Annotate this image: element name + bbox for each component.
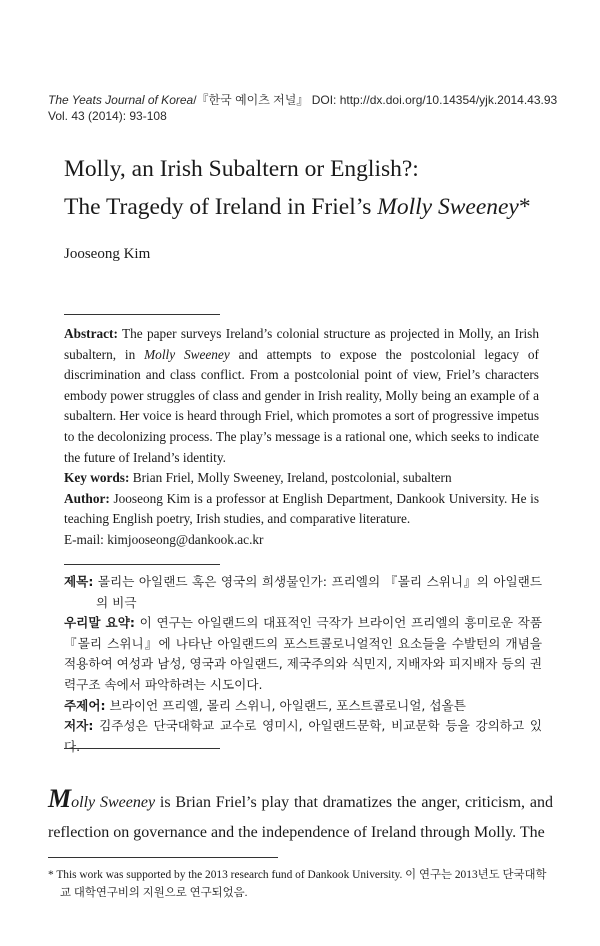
keywords-label: Key words: [64, 470, 130, 486]
doi-link[interactable]: DOI: http://dx.doi.org/10.14354/yjk.2014.43.93 [308, 93, 558, 107]
korean-title-text: 몰리는 아일랜드 혹은 영국의 희생물인가: 프리엘의 『몰리 스위니』의 아일랜드의 비극 [93, 574, 542, 610]
korean-block [64, 572, 542, 757]
title-line-2 [64, 194, 531, 220]
abstract-paragraph [64, 324, 539, 468]
author-info-paragraph [64, 489, 539, 530]
body-paragraph-text: is Brian Friel’s play that dramatizes the anger, criticism, and reflection on governance and the independence of Ireland through Molly. The [48, 794, 553, 841]
body-paragraph [48, 784, 553, 848]
keywords-text: Brian Friel, Molly Sweeney, Ireland, postcolonial, subaltern [129, 470, 452, 486]
divider-bottom [64, 748, 220, 749]
abstract-play-name: Molly Sweeney [144, 346, 230, 362]
abstract-text-1: The paper surveys Ireland’s colonial structure as projected in Molly, an Irish subaltern, in [64, 326, 539, 362]
footnote-rule [48, 857, 278, 858]
korean-title-label: 제목: [64, 574, 94, 589]
abstract-text-2: and attempts to expose the postcolonial legacy of discrimination and class conflict. From a postcolonial point of view, Friel’s characters embody power struggles of class and gender in Irish reality, Molly being an example of a subaltern. Her voice is heard through Friel, which promotes a sort of progressive impetus to the decolonizing process. The play’s message is a rational one, which seeks to indicate the future of Ireland’s identity. [64, 346, 539, 465]
volume-line: Vol. 43 (2014): 93-108 [48, 109, 167, 123]
drop-cap: M [48, 784, 72, 813]
journal-korean-name: /『한국 예이츠 저널』 [193, 93, 309, 107]
author-info-text: Jooseong Kim is a professor at English Department, Dankook University. He is teaching English poetry, Irish studies, and comparative literature. [64, 490, 539, 527]
korean-summary-text: 이 연구는 아일랜드의 대표적인 극작가 브라이언 프리엘의 흥미로운 작품 『몰리 스위니』에 나타난 아일랜드의 포스트콜로니얼적인 요소들을 수발턴의 개념을 적용하여 여성과 남성, 영국과 아일랜드, 제국주의와 식민지, 지배자와 피지배자 등의 권력구조 속에서 파악하려는 시도이다. [64, 615, 543, 692]
abstract-label: Abstract: [64, 326, 118, 341]
email-line[interactable]: E-mail: kimjooseong@dankook.ac.kr [64, 531, 264, 547]
korean-keywords-text: 브라이언 프리엘, 몰리 스위니, 아일랜드, 포스트콜로니얼, 섭올튼 [105, 697, 466, 713]
paper-title [64, 150, 564, 226]
title-line-1: Molly, an Irish Subaltern or English?: [64, 156, 419, 182]
journal-citation-line [48, 92, 568, 108]
korean-summary-paragraph [64, 613, 542, 695]
korean-author-label: 저자: [64, 718, 94, 734]
korean-title-paragraph [64, 572, 542, 613]
journal-name: The Yeats Journal of Korea [48, 93, 194, 107]
body-play-name-rest: olly Sweeney [71, 794, 156, 811]
footnote [48, 866, 553, 902]
keywords-paragraph [64, 468, 539, 489]
title-play-name: Molly Sweeney [377, 194, 519, 220]
footnote-text: * This work was supported by the 2013 research fund of Dankook University. 이 연구는 2013년도 단국대학교 대학연구비의 지원으로 연구되었음. [48, 869, 547, 899]
journal-header [48, 92, 568, 124]
korean-keywords-paragraph [64, 696, 542, 717]
divider-top [64, 314, 220, 315]
korean-summary-label: 우리말 요약: [64, 615, 135, 631]
korean-author-text: 김주성은 단국대학교 교수로 영미시, 아일랜드문학, 비교문학 등을 강의하고 있다. [64, 718, 542, 754]
title-footnote-marker: * [518, 194, 531, 220]
korean-author-paragraph [64, 716, 542, 757]
divider-middle [64, 564, 220, 565]
author-info-label: Author: [64, 490, 110, 506]
author-name: Jooseong Kim [64, 246, 151, 262]
title-line-2-prefix: The Tragedy of Ireland in Friel’s [64, 194, 378, 220]
body-text [48, 784, 553, 848]
abstract-block [64, 324, 539, 551]
korean-keywords-label: 주제어: [64, 697, 106, 713]
